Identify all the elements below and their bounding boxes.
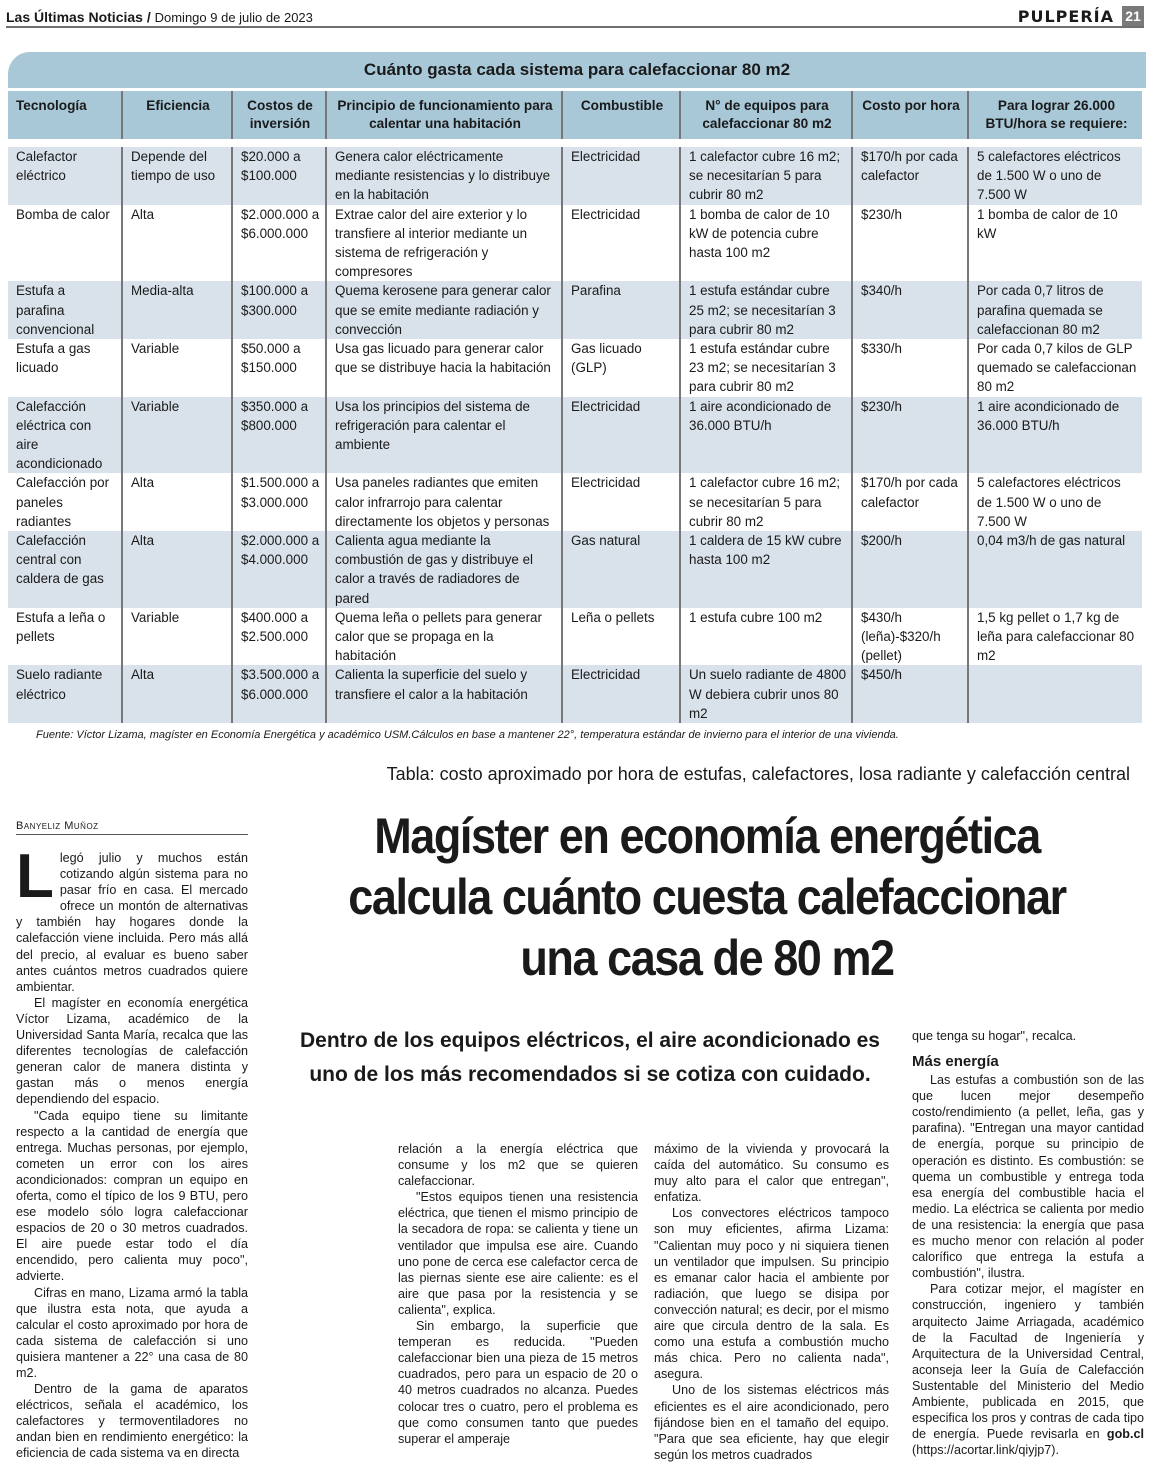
cell-technology: Calefactor eléctrico <box>8 147 122 205</box>
cell-units: Un suelo radiante de 4800 W debiera cubrir unos 80 m2 <box>680 665 852 723</box>
paragraph: "Cada equipo tiene su limitante respecto a la cantidad de energía que entrega. Muchas personas, por ejemplo, cometen un error con los aires acondicionados: compran un equipo en oferta, como el típico de los 9 BTU, pero ese modelo sólo logra calefaccionar espacios de 20 o 30 metros cuadrados. El aire puede estar todo el día encendido, pero calienta muy poco", advierte. <box>16 1108 248 1284</box>
cell-investment: $1.500.000 a $3.000.000 <box>232 473 326 531</box>
masthead-right <box>1018 6 1144 26</box>
cell-efficiency: Alta <box>122 531 232 608</box>
col-header-btu: Para lograr 26.000 BTU/hora se requiere: <box>968 90 1142 140</box>
article-column-3 <box>654 1141 889 1463</box>
article-deck: Dentro de los equipos eléctricos, el aire acondicionado es uno de los más recomendados si se cotiza con cuidado. <box>299 1029 880 1086</box>
cell-fuel: Electricidad <box>562 147 680 205</box>
cell-cost-hour: $170/h por cada calefactor <box>852 473 968 531</box>
paragraph: Cifras en mano, Lizama armó la tabla que ilustra esta nota, que ayuda a calcular el costo aproximado por hora de cada sistema de calefacción si uno quisiera mantener a 22° una casa de 80 m2. <box>16 1285 248 1380</box>
byline: Banyeliz Muñoz <box>16 820 248 835</box>
table-source-note: Fuente: Víctor Lizama, magíster en Economía Energética y académico USM.Cálculos en base a mantener 22°, temperatura estándar de invierno para el interior de una vivienda. <box>36 729 899 742</box>
paragraph <box>16 842 248 995</box>
col-header-principle: Principio de funcionamiento para calentar una habitación <box>326 90 562 140</box>
paragraph: "Estos equipos tienen una resistencia eléctrica, que tienen el mismo principio de la secadora de ropa: se calienta y tiene un ventilador que impulsa ese aire. Cuando uno pone de cerca ese calefactor cerca de las piernas siente ese aire caliente: es el aire que pasa por la resistencia y se calienta", explica. <box>398 1190 638 1317</box>
paragraph-text: (https://acortar.link/qiyjp7). <box>912 1443 1059 1458</box>
cell-principle: Usa paneles radiantes que emiten calor infrarrojo para calentar directamente los objetos y personas <box>326 473 562 531</box>
cell-investment: $2.000.000 a $4.000.000 <box>232 531 326 608</box>
masthead-left <box>6 9 313 25</box>
paragraph: que tenga su hogar", recalca. <box>912 1029 1077 1043</box>
cell-fuel: Leña o pellets <box>562 608 680 666</box>
cell-principle: Usa gas licuado para generar calor que se distribuye hacia la habitación <box>326 339 562 397</box>
cell-investment: $20.000 a $100.000 <box>232 147 326 205</box>
cell-principle: Extrae calor del aire exterior y lo transfiere al interior mediante un sistema de refrigeración y compresores <box>326 205 562 282</box>
table-row <box>8 281 1142 339</box>
paragraph <box>912 1281 1144 1458</box>
cell-fuel: Electricidad <box>562 205 680 282</box>
cell-efficiency: Variable <box>122 339 232 397</box>
cell-cost-hour: $340/h <box>852 281 968 339</box>
table-row <box>8 339 1142 397</box>
cell-technology: Calefacción central con caldera de gas <box>8 531 122 608</box>
paragraph: El magíster en economía energética Víctor Lizama, académico de la Universidad Santa María, recalca que las diferentes tecnologías de calefacción generan calor de manera distinta y gastan más o menos energía dependiendo del espacio. <box>16 995 248 1107</box>
cell-investment: $2.000.000 a $6.000.000 <box>232 205 326 282</box>
article-headline: Magíster en economía energética calcula cuánto cuesta calefaccionar una casa de 80 m2 <box>348 808 1066 986</box>
page-number: 21 <box>1122 6 1144 26</box>
cell-units: 1 caldera de 15 kW cubre hasta 100 m2 <box>680 531 852 608</box>
cell-technology: Bomba de calor <box>8 205 122 282</box>
cell-btu: Por cada 0,7 kilos de GLP quemado se calefaccionan 80 m2 <box>968 339 1142 397</box>
cell-fuel: Parafina <box>562 281 680 339</box>
table-row <box>8 531 1142 608</box>
table-row <box>8 665 1142 723</box>
cell-btu: 1 aire acondicionado de 36.000 BTU/h <box>968 397 1142 474</box>
cell-btu: 1 bomba de calor de 10 kW <box>968 205 1142 282</box>
drop-cap: L <box>16 842 54 911</box>
cell-btu: 0,04 m3/h de gas natural <box>968 531 1142 608</box>
cell-principle: Quema kerosene para generar calor que se emite mediante radiación y convección <box>326 281 562 339</box>
article-column-4 <box>912 1028 1144 1458</box>
article-column-2 <box>398 1141 638 1447</box>
cell-fuel: Electricidad <box>562 473 680 531</box>
cell-efficiency: Media-alta <box>122 281 232 339</box>
table-row <box>8 147 1142 205</box>
table-title: Cuánto gasta cada sistema para calefaccionar 80 m2 <box>8 52 1146 88</box>
cell-investment: $3.500.000 a $6.000.000 <box>232 665 326 723</box>
cell-technology: Suelo radiante eléctrico <box>8 665 122 723</box>
cell-units: 1 estufa estándar cubre 23 m2; se necesitarían 3 para cubrir 80 m2 <box>680 339 852 397</box>
article-kicker: Tabla: costo aproximado por hora de estufas, calefactores, losa radiante y calefacción central <box>386 764 1130 784</box>
paragraph: Uno de los sistemas eléctricos más eficientes es el aire acondicionado, pero fijándose bien en el tamaño del equipo. "Para que sea eficiente, hay que elegir según los metros cuadrados <box>654 1383 889 1462</box>
cell-btu: 5 calefactores eléctricos de 1.500 W o uno de 7.500 W <box>968 147 1142 205</box>
cell-fuel: Electricidad <box>562 665 680 723</box>
paragraph: Sin embargo, la superficie que temperan es reducida. "Pueden calefaccionar bien una pieza de 15 metros cuadrados, pero para un espacio de 20 o 40 metros cuadrados no alcanza. Puedes colocar tres o cuatro, pero el problema es que como consumen tanto que puedes superar el amperaje <box>398 1319 638 1446</box>
cell-technology: Estufa a gas licuado <box>8 339 122 397</box>
cell-principle: Calienta la superficie del suelo y transfiere el calor a la habitación <box>326 665 562 723</box>
cell-btu <box>968 665 1142 723</box>
cell-principle: Genera calor eléctricamente mediante resistencias y lo distribuye en la habitación <box>326 147 562 205</box>
cell-units: 1 calefactor cubre 16 m2; se necesitarían 5 para cubrir 80 m2 <box>680 147 852 205</box>
cell-units: 1 aire acondicionado de 36.000 BTU/h <box>680 397 852 474</box>
cell-efficiency: Alta <box>122 473 232 531</box>
cell-efficiency: Variable <box>122 608 232 666</box>
newspaper-name: Las Últimas Noticias <box>6 9 143 25</box>
paragraph: Las estufas a combustión son de las que lucen mejor desempeño costo/rendimiento (a pellet, leña, gas y parafina). "Entregan una mayor cantidad de energía, porque su principio de operación es distinto. Es combustión: se quema un combustible y entrega toda esa energía del combustible hacia el medio. La eléctrica se calienta por medio de una resistencia: la energía que pasa es mucho menor con relación al poder calorífico que entrega la estufa a combustión", ilustra. <box>912 1073 1144 1281</box>
cell-investment: $350.000 a $800.000 <box>232 397 326 474</box>
table-header-row <box>8 90 1142 140</box>
table-row <box>8 608 1142 666</box>
col-header-efficiency: Eficiencia <box>122 90 232 140</box>
cell-technology: Estufa a parafina convencional <box>8 281 122 339</box>
cell-units: 1 calefactor cubre 16 m2; se necesitarían 5 para cubrir 80 m2 <box>680 473 852 531</box>
paragraph: Dentro de la gama de aparatos eléctricos, señala el académico, los calefactores y termoventiladores no andan bien en rendimiento energético: la eficiencia de cada sistema va en directa <box>16 1382 248 1461</box>
cell-efficiency: Depende del tiempo de uso <box>122 147 232 205</box>
col-header-cost-hour: Costo por hora <box>852 90 968 140</box>
cell-cost-hour: $200/h <box>852 531 968 608</box>
paragraph: Los convectores eléctricos tampoco son muy eficientes, afirma Lizama: "Calientan muy poco y ni siquiera tienen un ventilador que impulsen. Su principio es emanar calor hacia el ambiente por radiación, que luego se disipa por convección natural; es decir, por el mismo aire que circula dentro de la sala. Es como una estufa a combustión mucho más chica. Pero no calienta nada", asegura. <box>654 1206 889 1382</box>
paragraph: relación a la energía eléctrica que consume y los m2 que se quieren calefaccionar. <box>398 1142 638 1189</box>
cell-technology: Calefacción eléctrica con aire acondicionado <box>8 397 122 474</box>
cell-cost-hour: $230/h <box>852 397 968 474</box>
paragraph: máximo de la vivienda y provocará la caída del automático. Su consumo es muy alto para el calor que entregan", enfatiza. <box>654 1142 889 1205</box>
cell-technology: Calefacción por paneles radiantes <box>8 473 122 531</box>
cell-cost-hour: $330/h <box>852 339 968 397</box>
heating-cost-table <box>8 88 1142 723</box>
cell-investment: $100.000 a $300.000 <box>232 281 326 339</box>
cell-efficiency: Alta <box>122 205 232 282</box>
cell-btu: 1,5 kg pellet o 1,7 kg de leña para calefaccionar 80 m2 <box>968 608 1142 666</box>
cell-fuel: Electricidad <box>562 397 680 474</box>
cell-technology: Estufa a leña o pellets <box>8 608 122 666</box>
masthead <box>6 6 1144 28</box>
cell-efficiency: Alta <box>122 665 232 723</box>
gob-link[interactable]: gob.cl <box>1106 1427 1144 1442</box>
heating-cost-table-block <box>8 52 1146 741</box>
table-row <box>8 397 1142 474</box>
header-spacer <box>8 139 1142 147</box>
paragraph-text: legó julio y muchos están cotizando algún sistema para no pasar frío en casa. El mercado ofrece un montón de alternativas y también hay hogares donde la calefacción viene incluida. Pero más allá del precio, al evaluar es bueno saber antes cuántos metros cuadrados quiere ambientar. <box>16 851 248 994</box>
cell-cost-hour: $170/h por cada calefactor <box>852 147 968 205</box>
cell-units: 1 estufa cubre 100 m2 <box>680 608 852 666</box>
cell-fuel: Gas natural <box>562 531 680 608</box>
col-header-units: N° de equipos para calefaccionar 80 m2 <box>680 90 852 140</box>
article-column-1 <box>16 842 248 1462</box>
table-row <box>8 473 1142 531</box>
cell-units: 1 bomba de calor de 10 kW de potencia cubre hasta 100 m2 <box>680 205 852 282</box>
paragraph-text: Para cotizar mejor, el magíster en construcción, ingeniero y también arquitecto Jaime Arriagada, académico de la Facultad de Ingeniería y Arquitectura de la Universidad Central, aconseja leer la Guía de Calefacción Sustentable del Ministerio del Medio Ambiente, publicada en 2015, que especifica los pros y contras de cada tipo de energía. Puede revisarla en <box>912 1282 1144 1442</box>
cell-principle: Usa los principios del sistema de refrigeración para calentar el ambiente <box>326 397 562 474</box>
cell-btu: 5 calefactores eléctricos de 1.500 W o uno de 7.500 W <box>968 473 1142 531</box>
col-header-investment: Costos de inversión <box>232 90 326 140</box>
col-header-fuel: Combustible <box>562 90 680 140</box>
cell-efficiency: Variable <box>122 397 232 474</box>
section-name: PULPERÍA <box>1017 6 1114 26</box>
subheading: Más energía <box>912 1053 999 1071</box>
cell-fuel: Gas licuado (GLP) <box>562 339 680 397</box>
masthead-separator: / <box>142 9 155 25</box>
issue-date: Domingo 9 de julio de 2023 <box>154 10 313 25</box>
cell-principle: Calienta agua mediante la combustión de gas y distribuye el calor a través de radiadores de pared <box>326 531 562 608</box>
cell-btu: Por cada 0,7 litros de parafina quemada se calefaccionan 80 m2 <box>968 281 1142 339</box>
cell-cost-hour: $450/h <box>852 665 968 723</box>
table-row <box>8 205 1142 282</box>
cell-cost-hour: $430/h (leña)-$320/h (pellet) <box>852 608 968 666</box>
cell-principle: Quema leña o pellets para generar calor que se propaga en la habitación <box>326 608 562 666</box>
cell-cost-hour: $230/h <box>852 205 968 282</box>
col-header-technology: Tecnología <box>8 90 122 140</box>
cell-investment: $400.000 a $2.500.000 <box>232 608 326 666</box>
cell-investment: $50.000 a $150.000 <box>232 339 326 397</box>
cell-units: 1 estufa estándar cubre 25 m2; se necesitarían 3 para cubrir 80 m2 <box>680 281 852 339</box>
